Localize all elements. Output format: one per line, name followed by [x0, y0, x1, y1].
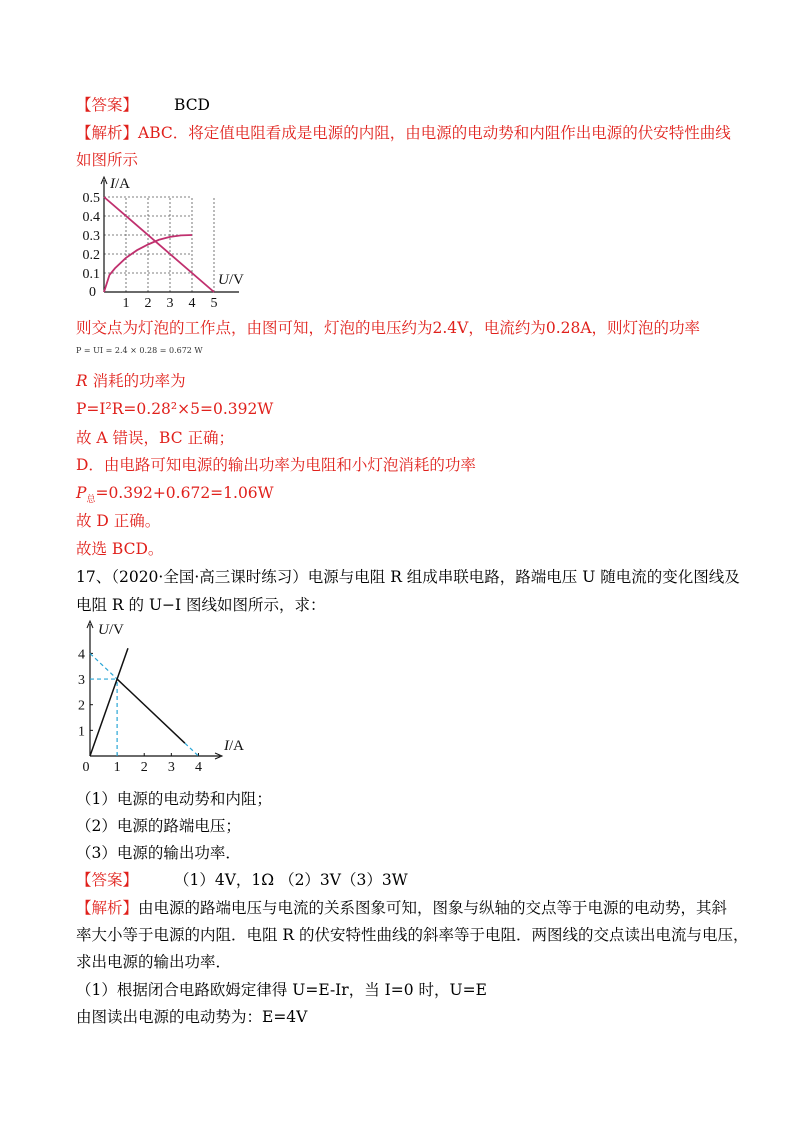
chart2-labels: [78, 622, 244, 775]
analysis-text-2: 如图所示: [76, 151, 139, 169]
x-tick-1: 1: [122, 296, 130, 311]
analysis-row-16: [76, 122, 731, 144]
d-conclusion: 故 D 正确。: [76, 512, 161, 530]
series-0: [90, 648, 128, 756]
chart-uv-ia: [76, 618, 266, 778]
x-tick-2: 2: [140, 760, 148, 775]
analysis-row-17: [76, 897, 727, 919]
answer-value-17: （1）4V，1Ω （2）3V（3）3W: [174, 871, 408, 889]
after-graph-line: 则交点为灯泡的工作点，由图可知，灯泡的电压约为2.4V，电流约为0.28A，则灯泡的功率: [76, 319, 701, 337]
conclusion-ab: 故 A 错误，BC 正确；: [76, 429, 235, 447]
r-power-formula: P=I²R=0.28²×5=0.392W: [76, 400, 274, 418]
analysis-17-text-3: 求出电源的输出功率．: [76, 953, 232, 971]
x-tick-2: 2: [144, 296, 152, 311]
answer-value: BCD: [174, 96, 210, 114]
q17-line1: 17、（2020·全国·高三课时练习）电源与电阻 R 组成串联电路，路端电压 U 随电流的变化图线及: [76, 568, 740, 586]
y-tick-0.2: 0.2: [82, 248, 100, 263]
q17-sub2: （2）电源的路端电压；: [76, 817, 241, 835]
analysis-17-text-2: 率大小等于电源的内阻．电阻 R 的伏安特性曲线的斜率等于电阻．两图线的交点读出电流与电压，: [76, 926, 749, 944]
x-tick-3: 3: [166, 296, 174, 311]
step1b: 由图读出电源的电动势为：E=4V: [76, 1008, 308, 1026]
p-total-line: [76, 482, 274, 511]
y-axis-label: U/V: [98, 622, 124, 638]
q17-sub3: （3）电源的输出功率．: [76, 844, 241, 862]
origin-label: 0: [89, 285, 96, 300]
x-tick-4: 4: [194, 760, 202, 775]
q17-line2: 电阻 R 的 U−I 图线如图所示，求：: [76, 596, 326, 614]
y-tick-0.3: 0.3: [82, 229, 100, 244]
x-tick-4: 4: [188, 296, 196, 311]
answer-label-17: 【答案】: [76, 871, 139, 889]
origin-label: 0: [82, 760, 90, 775]
dashed-line-0: [90, 653, 117, 679]
y-tick-0.4: 0.4: [82, 210, 100, 225]
x-axis-label: I/A: [224, 738, 244, 754]
analysis-text-1: ABC．将定值电阻看成是电源的内阻，由电源的电动势和内阻作出电源的伏安特性曲线: [138, 124, 731, 142]
q17-sub1: （1）电源的电动势和内阻；: [76, 790, 272, 808]
analysis-label-17: 【解析】: [76, 899, 139, 917]
p-var: P: [76, 484, 87, 502]
x-axis-label: U/V: [218, 272, 244, 288]
y-tick-1: 1: [78, 724, 85, 740]
chart-ia-uv: [76, 172, 266, 312]
step1: （1）根据闭合电路欧姆定律得 U=E-Ir，当 I=0 时，U=E: [76, 981, 487, 999]
y-tick-0.1: 0.1: [82, 267, 100, 282]
r-var: R: [76, 372, 88, 390]
answer-row-17: [76, 869, 408, 891]
series-0: [104, 197, 214, 292]
x-tick-3: 3: [167, 760, 175, 775]
d-line: D．由电路可知电源的输出功率为电阻和小灯泡消耗的功率: [76, 456, 476, 474]
p-sub: 总: [86, 495, 96, 506]
final-choice: 故选 BCD。: [76, 540, 164, 558]
chart1-series: [104, 197, 214, 292]
y-tick-2: 2: [78, 698, 85, 714]
y-tick-4: 4: [78, 647, 85, 663]
y-axis-label: I/A: [110, 176, 130, 192]
p-total-text: =0.392+0.672=1.06W: [95, 484, 274, 502]
answer-row-16: [76, 94, 210, 116]
y-tick-0.5: 0.5: [82, 191, 100, 206]
analysis-label: 【解析】: [76, 124, 139, 142]
y-tick-3: 3: [78, 673, 85, 689]
x-tick-1: 1: [113, 760, 121, 775]
r-power-text: 消耗的功率为: [87, 372, 186, 390]
analysis-17-text-1: 由电源的路端电压与电流的关系图象可知，图象与纵轴的交点等于电源的电动势，其斜: [138, 899, 728, 917]
r-power-line: [76, 370, 186, 392]
dashed-line-3: [185, 743, 199, 756]
power-formula-small: P = UI = 2.4 × 0.28 = 0.672 W: [76, 346, 203, 355]
series-1: [117, 679, 185, 743]
answer-label: 【答案】: [76, 96, 139, 114]
chart2-series: [90, 648, 185, 756]
x-tick-5: 5: [210, 296, 218, 311]
chart2-axes: [87, 621, 222, 759]
chart1-labels: [83, 176, 245, 311]
